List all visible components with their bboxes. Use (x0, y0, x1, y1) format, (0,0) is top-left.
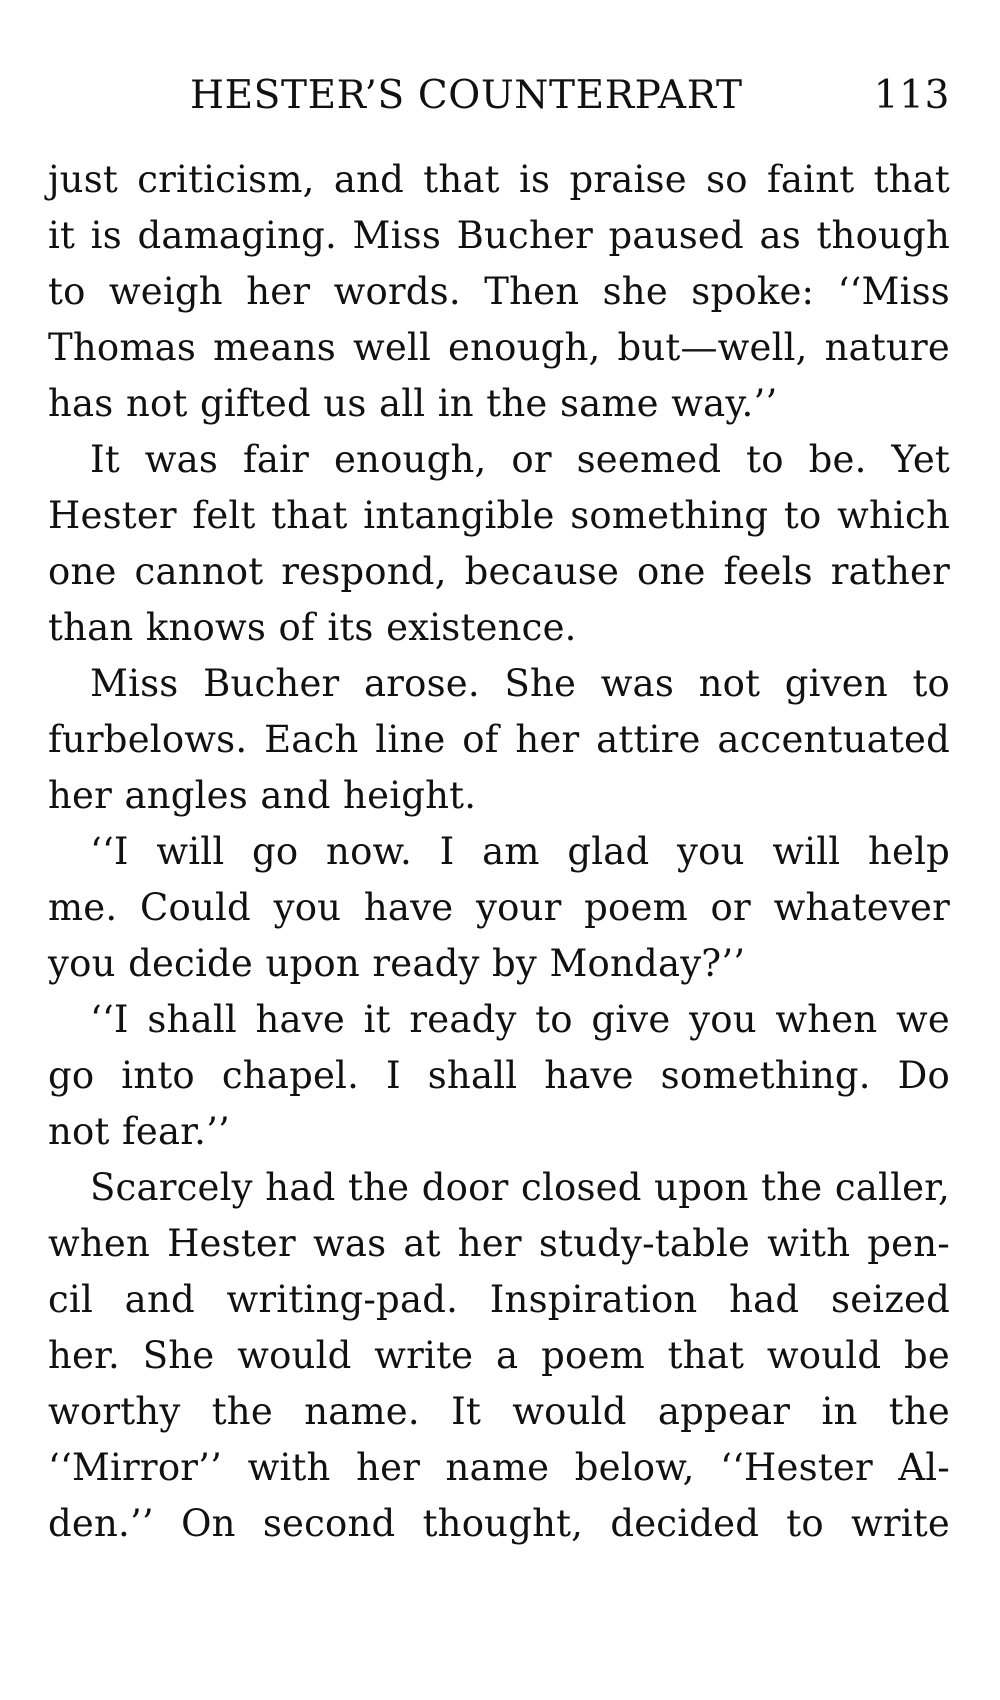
text-line: Thomas means well enough, but—well, nature (48, 326, 950, 369)
text-line: just criticism, and that is praise so faint that (48, 158, 950, 201)
paragraph-first-line: Scarcely had the door closed upon the caller, (90, 1166, 950, 1209)
text-line: worthy the name. It would appear in the (48, 1390, 950, 1433)
text-line: you decide upon ready by Monday?’’ (48, 942, 746, 985)
text-line: den.’’ On second thought, decided to write (48, 1502, 950, 1545)
text-line: me. Could you have your poem or whatever (48, 886, 950, 929)
text-line: than knows of its existence. (48, 606, 577, 649)
text-line: go into chapel. I shall have something. Do (48, 1054, 950, 1097)
paragraph-first-line: Miss Bucher arose. She was not given to (90, 662, 950, 705)
text-line: has not gifted us all in the same way.’’ (48, 382, 778, 425)
text-line: furbelows. Each line of her attire accentuated (48, 718, 950, 761)
paragraph-first-line: ‘‘I shall have it ready to give you when we (90, 998, 950, 1041)
text-line: not fear.’’ (48, 1110, 230, 1153)
paragraph-first-line: ‘‘I will go now. I am glad you will help (90, 830, 950, 873)
body-text (48, 152, 950, 1552)
running-title: HESTER’S COUNTERPART (190, 73, 743, 118)
paragraph-first-line: It was fair enough, or seemed to be. Yet (90, 438, 950, 481)
text-line: it is damaging. Miss Bucher paused as though (48, 214, 950, 257)
text-line: when Hester was at her study-table with pen- (48, 1222, 950, 1265)
text-line: Hester felt that intangible something to which (48, 494, 950, 537)
running-head (190, 68, 950, 124)
text-line: her. She would write a poem that would be (48, 1334, 950, 1377)
text-line: her angles and height. (48, 774, 477, 817)
text-line: ‘‘Mirror’’ with her name below, ‘‘Hester Al- (48, 1446, 950, 1489)
text-line: cil and writing-pad. Inspiration had seized (48, 1278, 950, 1321)
text-line: to weigh her words. Then she spoke: ‘‘Miss (48, 270, 950, 313)
text-line: one cannot respond, because one feels rather (48, 550, 950, 593)
page-number: 113 (873, 73, 950, 118)
